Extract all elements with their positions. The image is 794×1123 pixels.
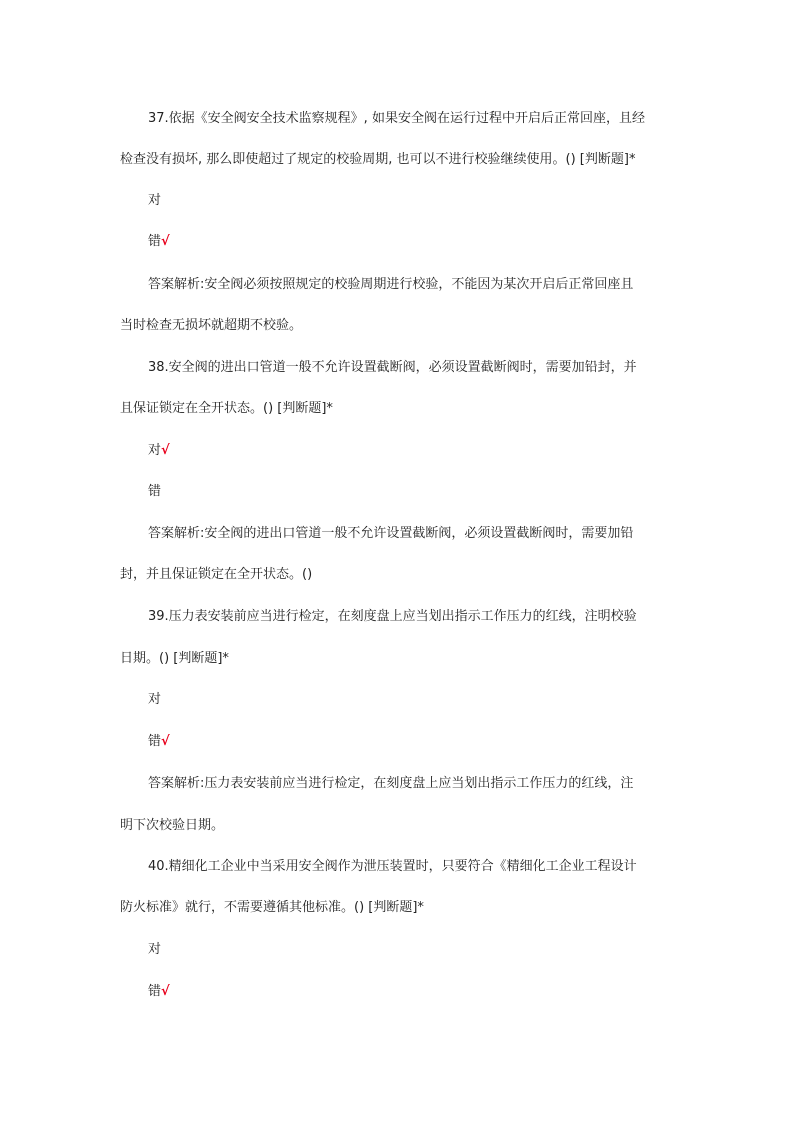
- question-40-option-false[interactable]: [148, 983, 170, 1001]
- question-40-text-line2: 防火标准》就行，不需要遵循其他标准。() [判断题]*: [120, 900, 424, 915]
- question-40-option-true[interactable]: [148, 941, 161, 959]
- question-38-analysis-line2: 封，并且保证锁定在全开状态。(): [120, 567, 313, 582]
- question-38-option-false[interactable]: [148, 483, 161, 501]
- question-37-text-line2: 检查没有损坏, 那么即使超过了规定的校验周期, 也可以不进行校验继续使用。() [判断题]*: [120, 152, 636, 167]
- question-37-analysis-line1: 答案解析:安全阀必须按照规定的校验周期进行校验，不能因为某次开启后正常回座且: [148, 277, 634, 292]
- question-39-option-false[interactable]: [148, 733, 170, 751]
- question-38-text-line1: 38.安全阀的进出口管道一般不允许设置截断阀，必须设置截断阀时，需要加铅封，并: [148, 360, 637, 375]
- option-label: 对: [148, 193, 162, 208]
- option-label: 对: [148, 443, 162, 458]
- question-39-analysis-line1: 答案解析:压力表安装前应当进行检定，在刻度盘上应当划出指示工作压力的红线，注: [148, 776, 634, 791]
- question-37-analysis-line2: 当时检查无损坏就超期不校验。: [120, 318, 303, 333]
- option-label: 错: [148, 734, 162, 749]
- option-label: 对: [148, 942, 162, 957]
- option-label: 错: [148, 984, 162, 999]
- option-label: 错: [148, 234, 162, 249]
- correct-check-icon: √: [161, 734, 170, 749]
- question-38-text-line2: 且保证锁定在全开状态。() [判断题]*: [120, 401, 333, 416]
- question-37-option-false[interactable]: [148, 233, 170, 251]
- question-37-option-true[interactable]: [148, 192, 161, 210]
- question-38-analysis-line1: 答案解析:安全阀的进出口管道一般不允许设置截断阀，必须设置截断阀时，需要加铅: [148, 526, 634, 541]
- question-37-text-line1: 37.依据《安全阀安全技术监察规程》, 如果安全阀在运行过程中开启后正常回座，且经: [148, 111, 645, 126]
- option-label: 对: [148, 692, 162, 707]
- correct-check-icon: √: [161, 443, 170, 458]
- question-39-text-line2: 日期。() [判断题]*: [120, 651, 229, 666]
- question-39-text-line1: 39.压力表安装前应当进行检定，在刻度盘上应当划出指示工作压力的红线，注明校验: [148, 609, 637, 624]
- option-label: 错: [148, 484, 162, 499]
- correct-check-icon: √: [161, 234, 170, 249]
- correct-check-icon: √: [161, 984, 170, 999]
- question-40-text-line1: 40.精细化工企业中当采用安全阀作为泄压装置时，只要符合《精细化工企业工程设计: [148, 859, 637, 874]
- question-38-option-true[interactable]: [148, 442, 170, 460]
- question-39-option-true[interactable]: [148, 691, 161, 709]
- question-39-analysis-line2: 明下次校验日期。: [120, 818, 225, 833]
